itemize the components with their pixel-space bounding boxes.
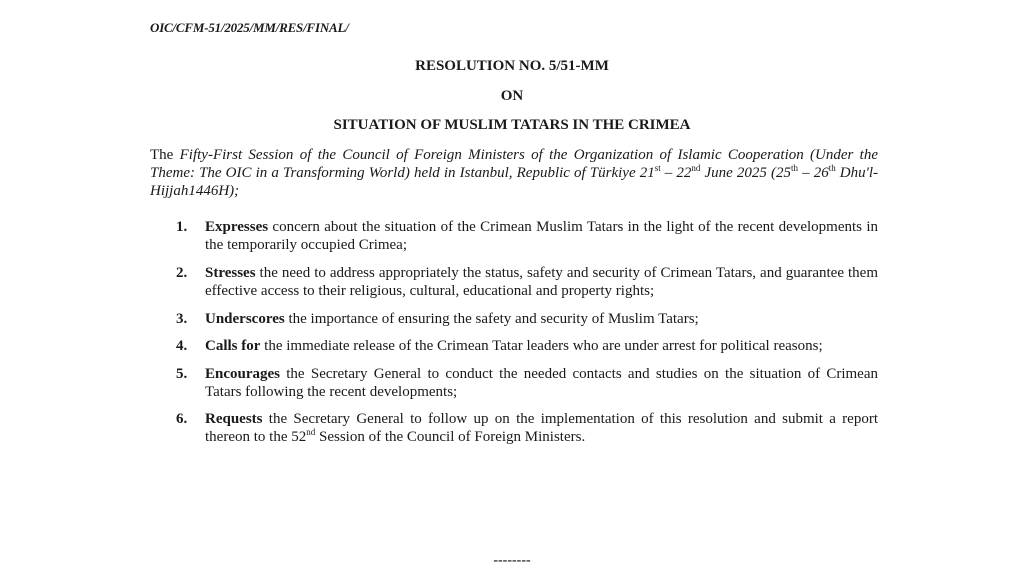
preamble-italic-2: – 22	[660, 165, 692, 181]
clause-item	[176, 310, 878, 328]
clause-keyword: Calls for	[205, 338, 261, 354]
end-marker: --------	[493, 553, 531, 568]
clause-keyword: Expresses	[205, 219, 269, 235]
clause-keyword: Encourages	[205, 366, 280, 382]
clause-number: 6.	[176, 411, 188, 427]
clause-number: 2.	[176, 265, 188, 281]
clause-item	[176, 365, 878, 401]
preamble-paragraph	[150, 146, 878, 200]
clause-number: 1.	[176, 219, 188, 235]
preamble-italic-4: – 26	[798, 165, 829, 181]
clause-number: 3.	[176, 311, 188, 327]
clause-text: concern about the situation of the Crimean Muslim Tatars in the light of the recent developments in the temporarily occupied Crimea;	[205, 219, 878, 253]
clause-number: 4.	[176, 338, 188, 354]
clause-number: 5.	[176, 366, 188, 382]
preamble-italic-1: Fifty-First Session of the Council of Foreign Ministers of the Organization of Islamic Cooperation (Under the Theme: The OIC in a Transforming World) held in Istanbul, Republic of Türkiye 21	[150, 147, 879, 181]
preamble-sup-1: st	[654, 163, 661, 173]
preamble-italic-3: June 2025 (25	[700, 165, 791, 181]
clause-text: the Secretary General to conduct the needed contacts and studies on the situation of Crimean Tatars following the recent developments;	[205, 366, 878, 400]
clause-keyword: Underscores	[205, 311, 285, 327]
clause-text: the Secretary General to follow up on the implementation of this resolution and submit a report thereon to the 52	[205, 411, 878, 445]
resolution-title: RESOLUTION NO. 5/51-MM	[415, 58, 609, 74]
clause-text: the importance of ensuring the safety and security of Muslim Tatars;	[284, 311, 699, 327]
preamble-sup-4: th	[828, 163, 836, 173]
resolution-subject: SITUATION OF MUSLIM TATARS IN THE CRIMEA	[333, 117, 691, 133]
preamble-sup-2: nd	[691, 163, 701, 173]
clause-item	[176, 218, 878, 254]
document-reference: OIC/CFM-51/2025/MM/RES/FINAL/	[150, 20, 349, 35]
preamble-sup-3: th	[791, 163, 799, 173]
clause-item	[176, 264, 878, 300]
clause-text: the need to address appropriately the status, safety and security of Crimean Tatars, and guarantee them effective access to their religious, cultural, educational and property rights;	[205, 265, 878, 299]
clause-text: the immediate release of the Crimean Tatar leaders who are under arrest for political reasons;	[260, 338, 823, 354]
clause-keyword: Requests	[205, 411, 263, 427]
clause-text-end: Session of the Council of Foreign Ministers.	[315, 429, 586, 445]
clause-item	[176, 337, 878, 355]
on-label: ON	[500, 88, 524, 104]
operative-clauses-list	[176, 218, 878, 456]
preamble-lead: The	[150, 147, 174, 163]
clause-item	[176, 410, 878, 446]
clause-sup: nd	[306, 427, 316, 437]
preamble-italic-5: Dhu'l-Hijjah1446H);	[150, 165, 879, 199]
clause-keyword: Stresses	[205, 265, 256, 281]
